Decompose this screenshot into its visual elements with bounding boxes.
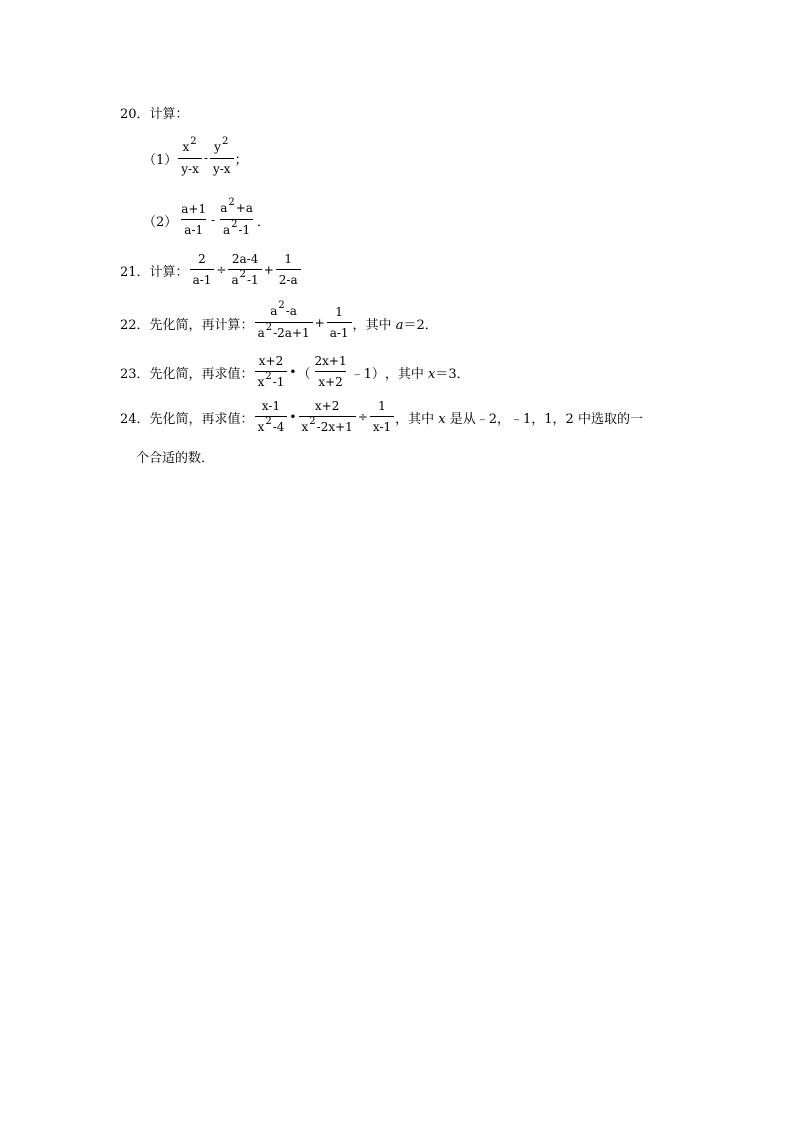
expression-tail: ﹣1） [350, 366, 385, 382]
fraction: $\frac{2x+1}{x+2}$ [314, 354, 347, 389]
condition: ，其中 a＝2． [352, 317, 438, 333]
problem-number: 24． [120, 411, 150, 427]
fraction: $\frac{x^2}{y-x}$ [178, 139, 202, 178]
fraction: $\frac{x-1}{x^2-4}$ [255, 398, 288, 437]
operator: - [211, 213, 216, 227]
problem-23 [120, 352, 470, 392]
part-label: （1） [143, 152, 178, 168]
punctuation: ． [256, 214, 270, 230]
fraction: $\frac{a^2+a}{a^2-1}$ [217, 200, 256, 240]
operator: • [289, 410, 297, 424]
problem-number: 21． [120, 264, 150, 280]
operator: - [203, 151, 208, 165]
fraction: $\frac{x+2}{x^2-1}$ [255, 353, 288, 392]
problem-20-part-1 [143, 135, 248, 178]
part-label: （2） [143, 214, 178, 230]
operator: ÷ [216, 263, 227, 277]
fraction: $\frac{y^2}{y-x}$ [210, 139, 234, 178]
operator: + [263, 263, 274, 277]
problem-20-heading [120, 92, 189, 132]
operator: + [314, 316, 325, 330]
problem-number: 22． [120, 317, 150, 333]
condition: ，其中 x＝3． [384, 366, 470, 382]
problem-24 [120, 397, 643, 437]
fraction: $\frac{a+1}{a-1}$ [181, 202, 207, 237]
condition-continuation: 个合适的数． [136, 450, 215, 466]
fraction: $\frac{a^2-a}{a^2-2a+1}$ [255, 303, 313, 343]
operator: ÷ [357, 410, 368, 424]
condition: ，其中 x 是从﹣2，﹣1，1，2 中选取的一 [395, 411, 643, 427]
problem-instruction: 计算： [149, 264, 189, 280]
fraction: $\frac{1}{2-a}$ [276, 251, 301, 289]
problem-22 [120, 300, 438, 343]
problem-24-continuation [136, 436, 214, 476]
punctuation: ； [234, 152, 248, 168]
fraction: $\frac{2}{a-1}$ [190, 251, 215, 289]
problem-20-part-2 [143, 197, 270, 240]
problem-21 [120, 250, 302, 290]
problem-number: 23． [120, 366, 150, 382]
operator: • [289, 365, 297, 379]
problem-instruction: 计算： [149, 106, 189, 122]
fraction: $\frac{x+2}{x^2-2x+1}$ [299, 398, 356, 437]
fraction: $\frac{1}{x-1}$ [370, 398, 394, 436]
fraction: $\frac{2a-4}{a^2-1}$ [228, 251, 261, 290]
problem-number: 20． [120, 106, 150, 122]
problem-instruction: 先化简，再求值： [149, 366, 254, 382]
fraction: $\frac{1}{a-1}$ [327, 304, 352, 342]
problem-instruction: 先化简，再求值： [149, 411, 254, 427]
problem-instruction: 先化简，再计算： [149, 317, 254, 333]
paren-open: （ [297, 366, 311, 382]
